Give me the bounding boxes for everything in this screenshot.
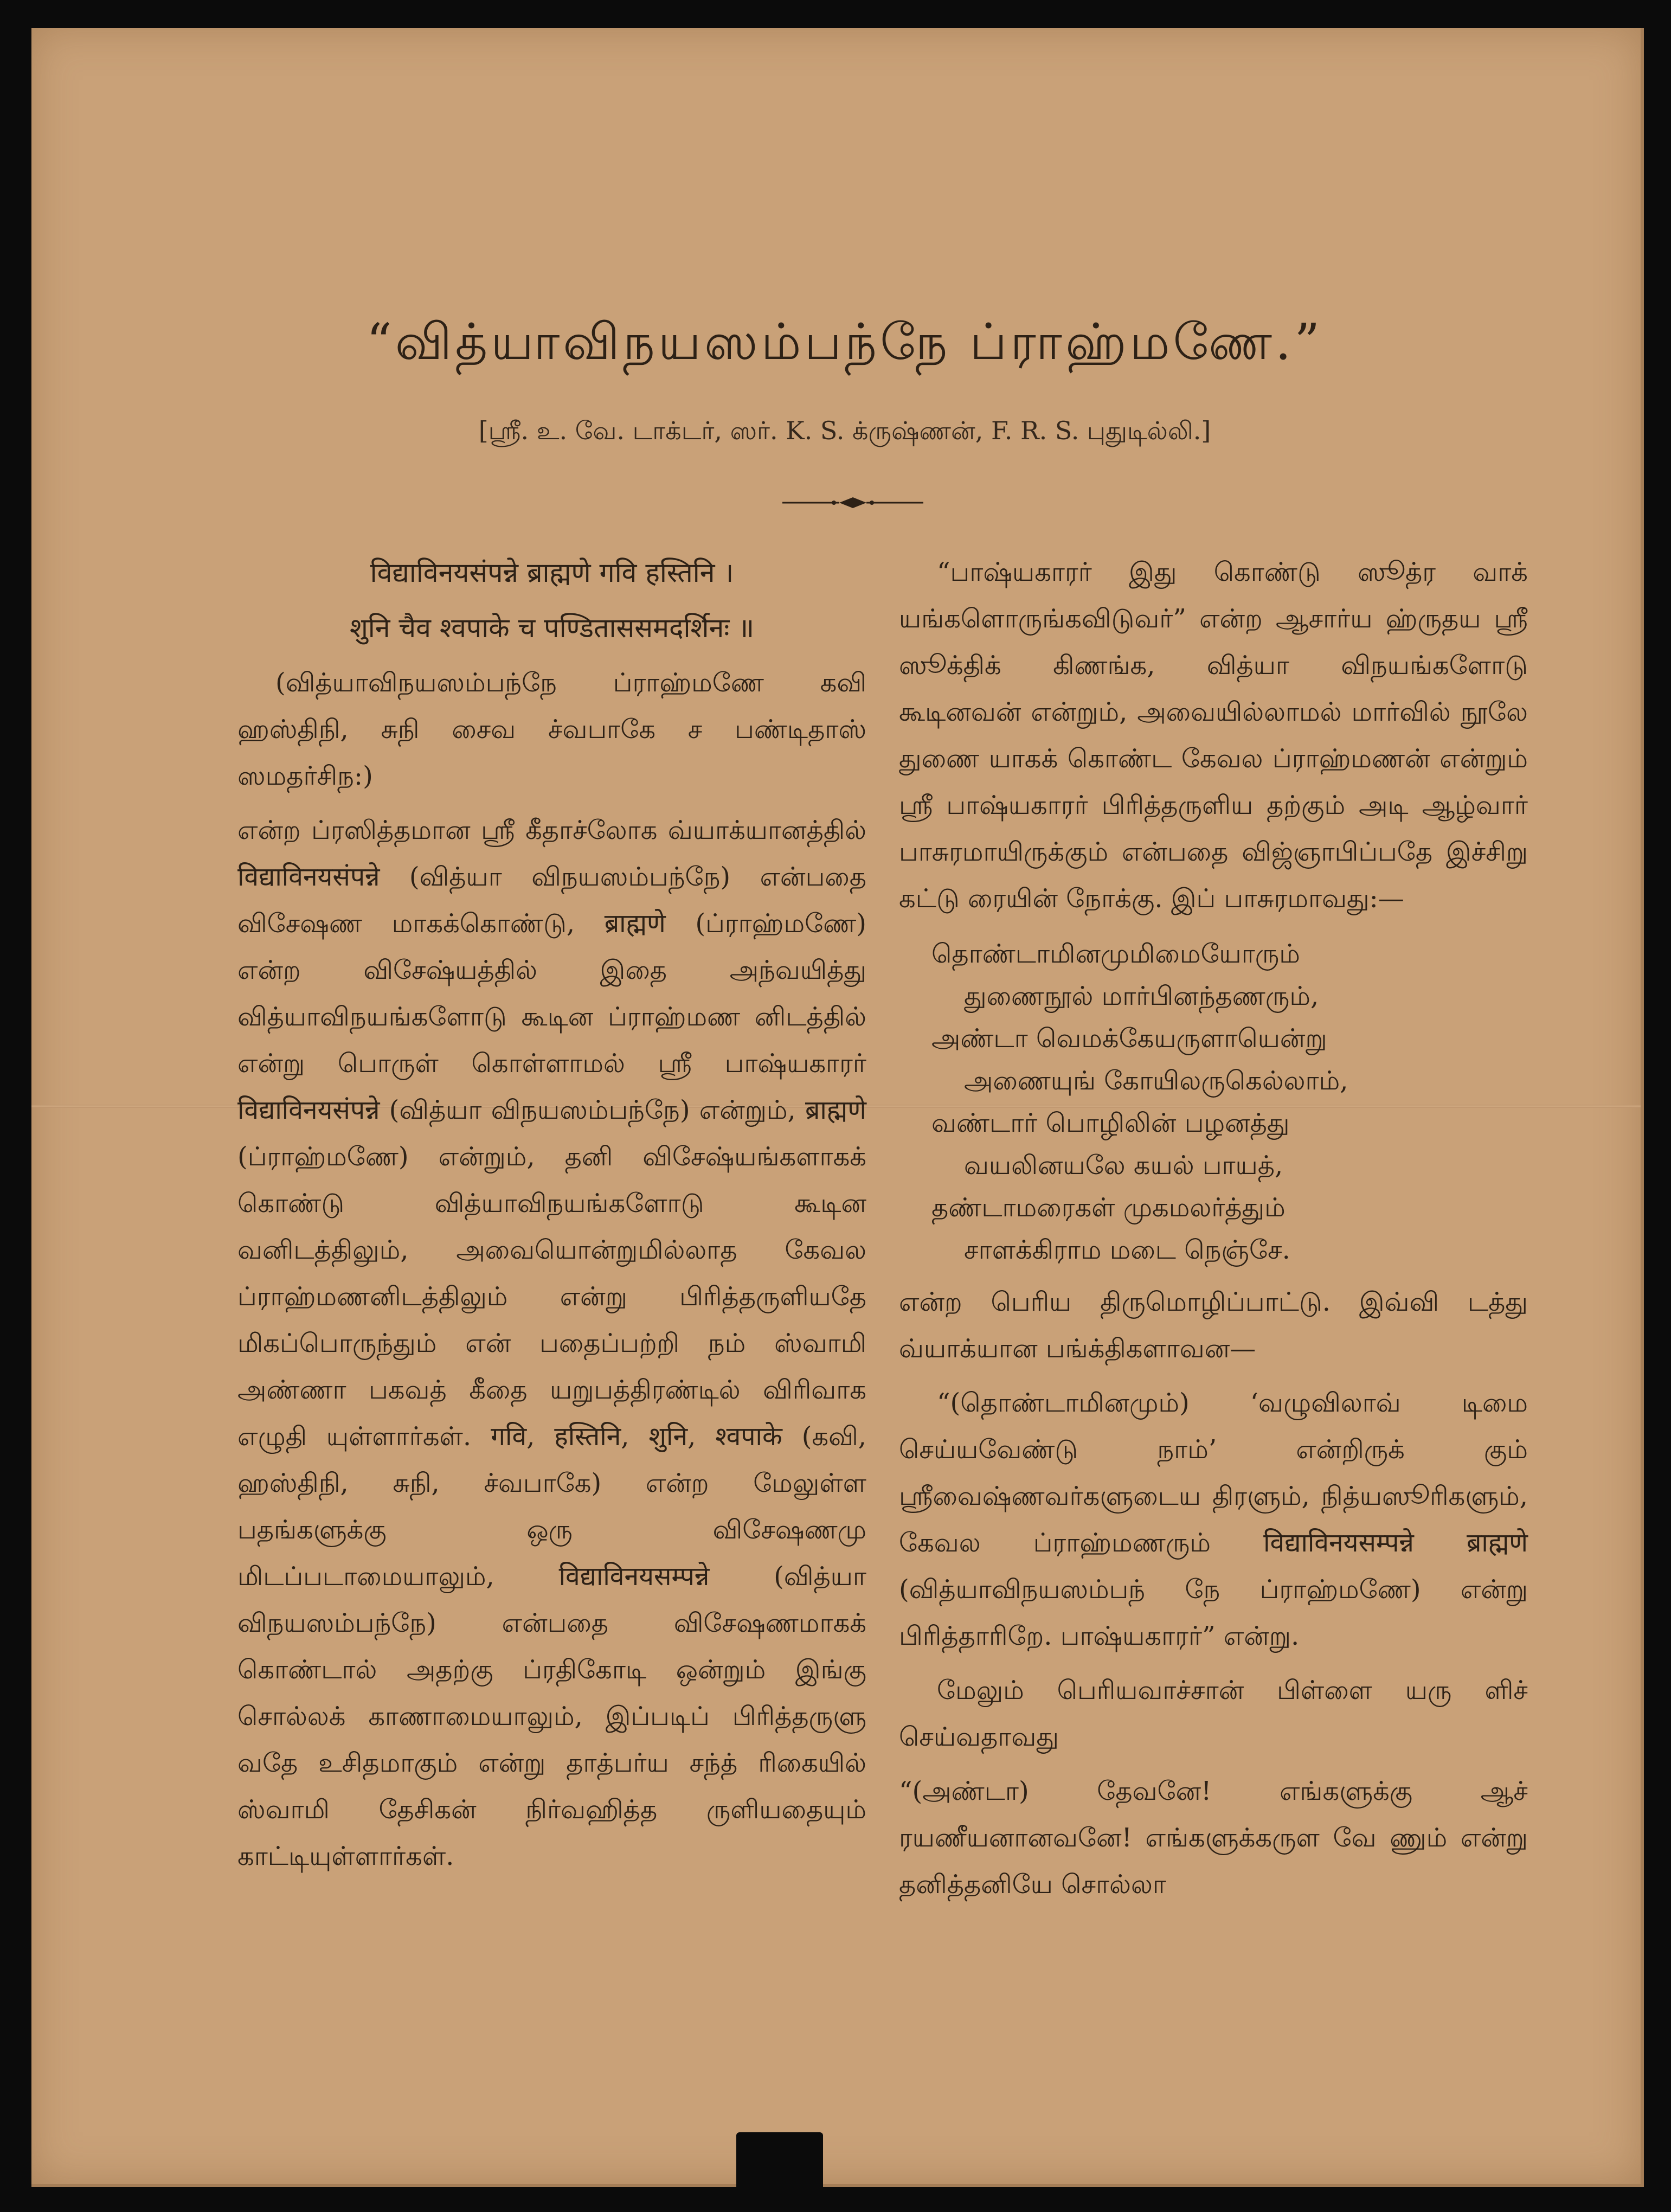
verse-line: சாளக்கிராம மடை நெஞ்சே. [964,1235,1290,1265]
left-column [237,549,866,1887]
verse-line: அணையுங் கோயிலருகெல்லாம், [964,1066,1348,1096]
verse-line: தொண்டாமினமுமிமையோரும் [931,939,1300,969]
document-page [31,28,1644,2187]
pasuram-verse [899,933,1528,1271]
tamil-transliteration: (வித்யாவிநயஸம்பந்நே ப்ராஹ்மணே கவி ஹஸ்திநி, சுநி சைவ ச்வபாகே ச பண்டிதாஸ் ஸமதர்சிந:) [237,668,866,791]
verse-line: வயலினயலே கயல் பாயத், [964,1150,1283,1181]
verse-line: தண்டாமரைகள் முகமலர்த்தும் [931,1192,1286,1223]
right-column [899,549,1528,1915]
verse-line: அண்டா வெமக்கேயருளாயென்று [931,1023,1327,1054]
sanskrit-verse-line-2: शुनि चैव श्वपाके च पण्डिताससमदर्शिनः ॥ [349,612,755,644]
verse-line: வண்டார் பொழிலின் பழனத்து [931,1108,1290,1138]
author-byline: [ஸ்ரீ. உ. வே. டாக்டர், ஸர். K. S. க்ருஷ்ணன், F. R. S. புதுடில்லி.] [478,416,1211,445]
document-title: “வித்யாவிநயஸம்பந்நே ப்ராஹ்மணே.” [366,313,1323,371]
right-paragraph-2: என்ற பெரிய திருமொழிப்பாட்டு. இவ்வி டத்து வ்யாக்யான பங்க்திகளாவன— [899,1287,1528,1364]
right-paragraph-1: “பாஷ்யகாரர் இது கொண்டு ஸூத்ர வாக் யங்களொருங்கவிடுவர்” என்ற ஆசார்ய ஹ்ருதய ஸ்ரீ ஸூக்திக் கிணங்க, வித்யா விநயங்களோடு கூடினவன் என்றும், அவையில்லாமல் மார்வில் நூலே துணை யாகக் கொண்ட கேவல ப்ராஹ்மணன் என்றும் ஸ்ரீ பாஷ்யகாரர் பிரித்தருளிய தற்கும் அடி ஆழ்வார் பாசுரமாயிருக்கும் என்பதை விஜ்ஞாபிப்பதே இச்சிறு கட்டு ரையின் நோக்கு. இப் பாசுரமாவது:— [899,557,1528,914]
divider-ornament-icon [782,495,923,511]
right-paragraph-4: மேலும் பெரியவாச்சான் பிள்ளை யரு ளிச் செய்வதாவது [899,1675,1528,1752]
paper-notch [736,2132,823,2192]
verse-line: துணைநூல் மார்பினந்தணரும், [964,981,1319,1011]
sanskrit-verse-line-1: विद्याविनयसंपन्ने ब्राह्मणे गवि हस्तिनि । [370,557,734,588]
right-paragraph-5: “(அண்டா) தேவனே! எங்களுக்கு ஆச் ரயணீயனானவனே! எங்களுக்கருள வே ணும் என்று தனித்தனியே சொல்லா [899,1776,1528,1900]
right-paragraph-3: “(தொண்டாமினமும்) ‘வழுவிலாவ் டிமை செய்யவேண்டு நாம்’ என்றிருக் கும் ஸ்ரீவைஷ்ணவர்களுடைய திரளும், நித்யஸூரிகளும், கேவல ப்ராஹ்மணரும் विद्याविनयसम्पन्ने ब्राह्मणे (வித்யாவிநயஸம்பந் நே ப்ராஹ்மணே) என்று பிரித்தாரிறே. பாஷ்யகாரர்” என்று. [899,1388,1528,1651]
left-paragraph-1: என்ற ப்ரஸித்தமான ஸ்ரீ கீதாச்லோக வ்யாக்யானத்தில் विद्याविनयसंपन्ने (வித்யா விநயஸம்பந்நே) என்பதை விசேஷண மாகக்கொண்டு, ब्राह्मणे (ப்ராஹ்மணே) என்ற விசேஷ்யத்தில் இதை அந்வயித்து வித்யாவிநயங்களோடு கூடின ப்ராஹ்மண னிடத்தில் என்று பொருள் கொள்ளாமல் ஸ்ரீ பாஷ்யகாரர் विद्याविनयसंपन्ने (வித்யா விநயஸம்பந்நே) என்றும், ब्राह्मणे (ப்ராஹ்மணே) என்றும், தனி விசேஷ்யங்களாகக் கொண்டு வித்யாவிநயங்களோடு கூடின வனிடத்திலும், அவையொன்றுமில்லாத கேவல ப்ராஹ்மணனிடத்திலும் என்று பிரித்தருளியதே மிகப்பொருந்தும் என் பதைப்பற்றி நம் ஸ்வாமி அண்ணா பகவத் கீதை யறுபத்திரண்டில் விரிவாக எழுதி யுள்ளார்கள். गवि, हस्तिनि, शुनि, श्वपाके (கவி, ஹஸ்திநி, சுநி, ச்வபாகே) என்ற மேலுள்ள பதங்களுக்கு ஒரு விசேஷணமு மிடப்படாமையாலும், विद्याविनयसम्पन्ने (வித்யா விநயஸம்பந்நே) என்பதை விசேஷணமாகக் கொண்டால் அதற்கு ப்ரதிகோடி ஒன்றும் இங்கு சொல்லக் காணாமையாலும், இப்படிப் பிரித்தருளு வதே உசிதமாகும் என்று தாத்பர்ய சந்த் ரிகையில் ஸ்வாமி தேசிகன் நிர்வஹித்த ருளியதையும் காட்டியுள்ளார்கள். [237,815,866,1871]
